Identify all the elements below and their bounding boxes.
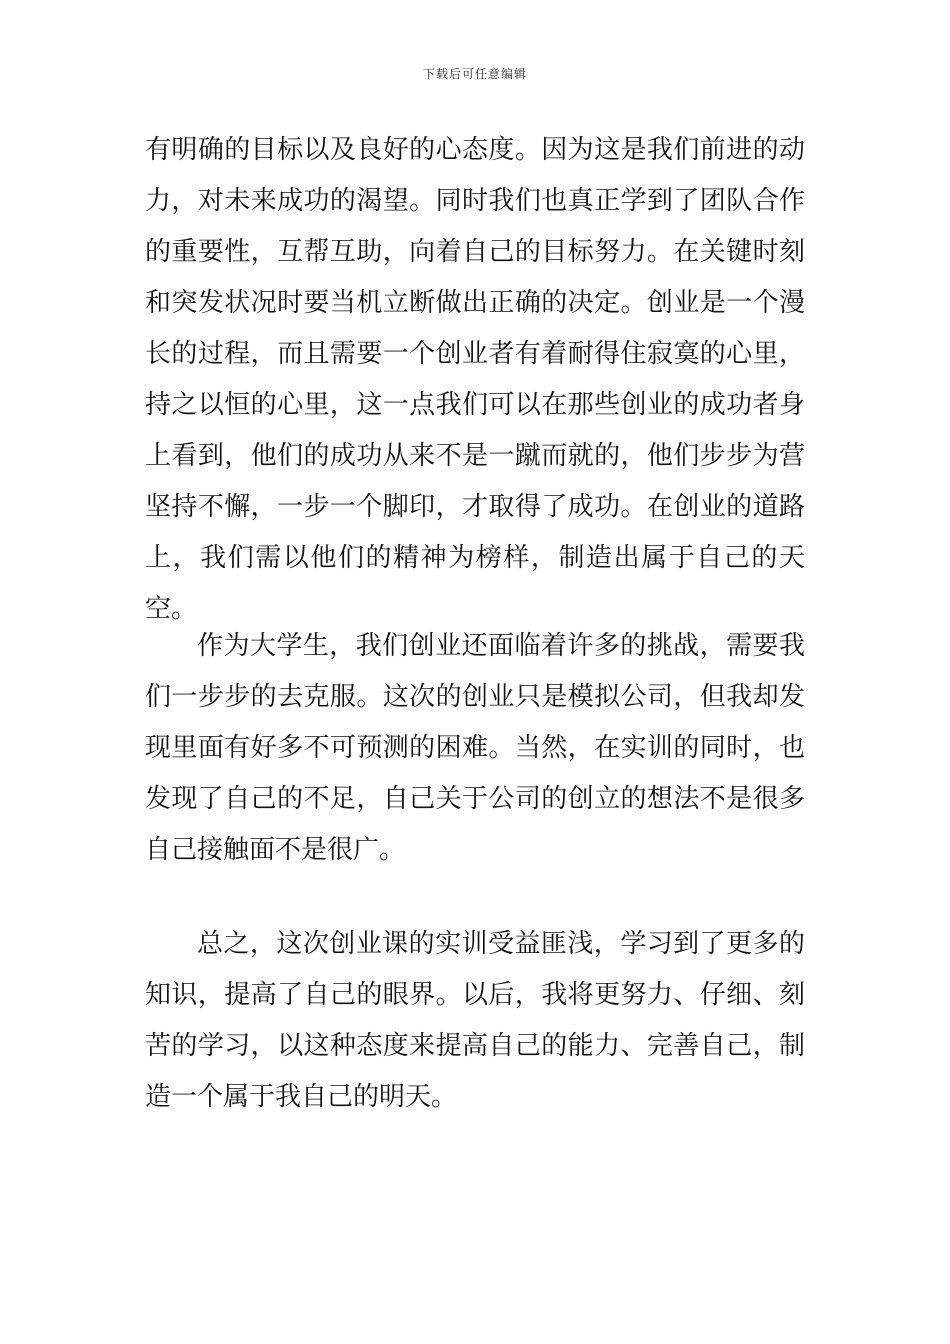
paragraph-1: 有明确的目标以及良好的心态度。因为这是我们前进的动力，对未来成功的渴望。同时我们也真正学到了团队合作的重要性，互帮互助，向着自己的目标努力。在关键时刻和突发状况时要当机立断做出正确的决定。创业是一个漫长的过程，而且需要一个创业者有着耐得住寂寞的心里，持之以恒的心里，这一点我们可以在那些创业的成功者身上看到，他们的成功从来不是一蹴而就的，他们步步为营坚持不懈，一步一个脚印，才取得了成功。在创业的道路上，我们需以他们的精神为榜样，制造出属于自己的天空。 — [145, 135, 805, 624]
header-note: 下载后可任意编辑 — [422, 67, 527, 81]
paragraph-3: 总之，这次创业课的实训受益匪浅，学习到了更多的知识，提高了自己的眼界。以后，我将更努力、仔细、刻苦的学习，以这种态度来提高自己的能力、完善自己，制造一个属于我自己的明天。 — [145, 929, 805, 1112]
paragraph-2: 作为大学生，我们创业还面临着许多的挑战，需要我们一步步的去克服。这次的创业只是模拟公司，但我却发现里面有好多不可预测的困难。当然，在实训的同时，也发现了自己的不足，自己关于公司的创立的想法不是很多自己接触面不是很广。 — [145, 631, 805, 865]
